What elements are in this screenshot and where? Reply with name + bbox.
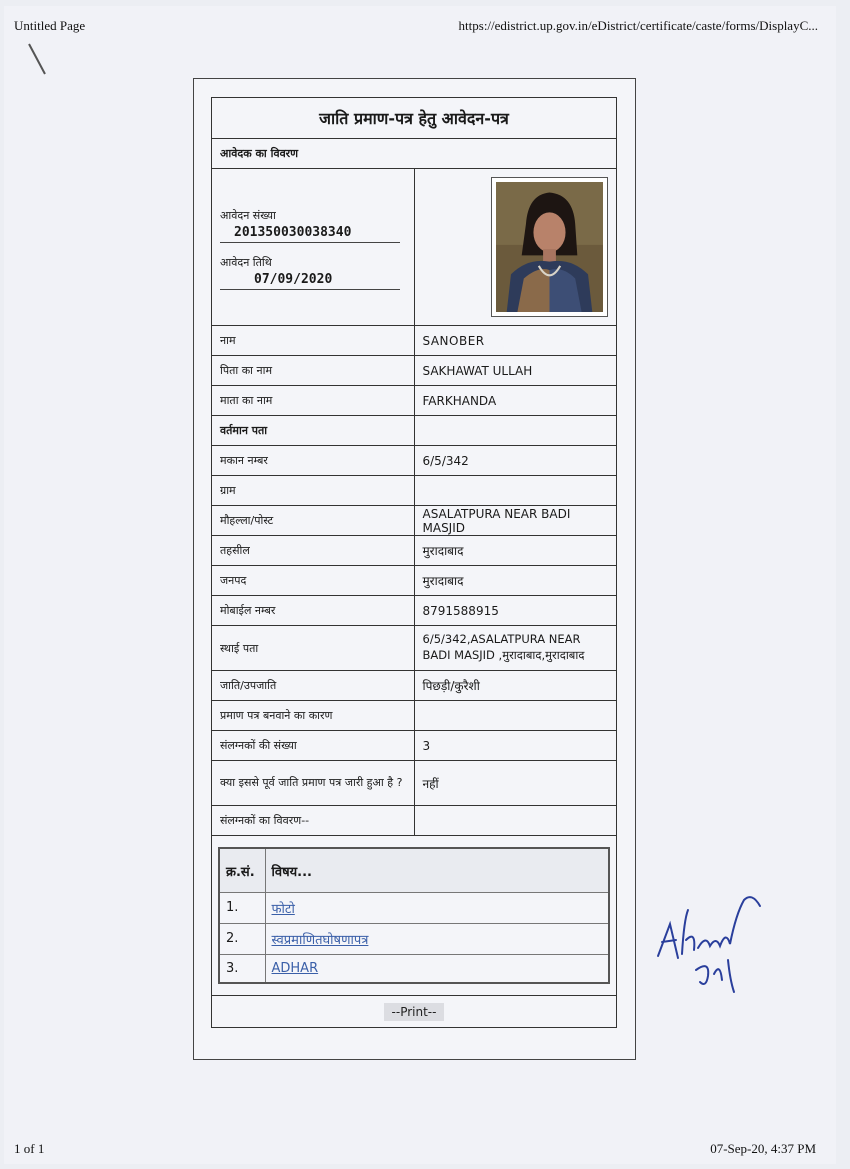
table-row — [219, 954, 609, 983]
value-permanent-address: 6/5/342,ASALATPURA NEAR BADI MASJID ,मुरादाबाद,मुरादाबाद — [414, 626, 617, 671]
caste-certificate-form — [211, 97, 617, 1028]
value-attachment-details — [414, 806, 617, 836]
label-house-number: मकान नम्बर — [212, 446, 415, 476]
value-certificate-reason — [414, 701, 617, 731]
label-mobile-number: मोबाईल नम्बर — [212, 596, 415, 626]
value-house-number: 6/5/342 — [414, 446, 617, 476]
print-timestamp: 07-Sep-20, 4:37 PM — [710, 1141, 816, 1156]
attachments-table — [218, 847, 610, 984]
form-title: जाति प्रमाण-पत्र हेतु आवेदन-पत्र — [212, 98, 617, 139]
attachment-link-aadhar[interactable]: ADHAR — [271, 960, 319, 976]
section-applicant-details: आवेदक का विवरण — [212, 139, 617, 169]
value-caste-subcaste: पिछड़ी/कुरैशी — [414, 671, 617, 701]
value-mother-name: FARKHANDA — [414, 386, 617, 416]
value-tehsil: मुरादाबाद — [414, 536, 617, 566]
value-previous-certificate: नहीं — [414, 761, 617, 806]
application-number: 201350030038340 — [220, 225, 400, 243]
value-current-address — [414, 416, 617, 446]
label-caste-subcaste: जाति/उपजाति — [212, 671, 415, 701]
application-date: 07/09/2020 — [220, 272, 400, 290]
value-attachment-count: 3 — [414, 731, 617, 761]
attachment-sn: 3. — [219, 954, 265, 983]
attachments-header-subject: विषय... — [265, 848, 609, 892]
application-meta — [212, 169, 415, 326]
value-name: SANOBER — [414, 326, 617, 356]
value-father-name: SAKHAWAT ULLAH — [414, 356, 617, 386]
label-previous-certificate: क्या इससे पूर्व जाति प्रमाण पत्र जारी हुआ है ? — [212, 761, 415, 806]
application-date-label: आवेदन तिथि — [220, 256, 272, 269]
label-permanent-address: स्थाई पता — [212, 626, 415, 671]
attachments-section — [212, 836, 617, 996]
label-attachment-details: संलग्नकों का विवरण-- — [212, 806, 415, 836]
applicant-photo — [491, 177, 608, 317]
value-mobile-number: 8791588915 — [414, 596, 617, 626]
print-button[interactable]: --Print-- — [384, 1003, 445, 1021]
photo-cell — [414, 169, 617, 326]
browser-url: https://edistrict.up.gov.in/eDistrict/certificate/caste/forms/DisplayC... — [458, 18, 818, 33]
label-attachment-count: संलग्नकों की संख्या — [212, 731, 415, 761]
attachments-header-sn: क्र.सं. — [219, 848, 265, 892]
value-district: मुरादाबाद — [414, 566, 617, 596]
label-locality-post: मौहल्ला/पोस्ट — [212, 506, 415, 536]
attachment-sn: 1. — [219, 892, 265, 923]
value-village — [414, 476, 617, 506]
label-name: नाम — [212, 326, 415, 356]
table-row — [219, 892, 609, 923]
label-mother-name: माता का नाम — [212, 386, 415, 416]
attachment-link-self-declaration[interactable]: स्वप्रमाणितघोषणापत्र — [271, 932, 369, 948]
print-row — [212, 996, 617, 1028]
label-certificate-reason: प्रमाण पत्र बनवाने का कारण — [212, 701, 415, 731]
value-locality-post: ASALATPURA NEAR BADI MASJID — [414, 506, 617, 536]
applicant-photo-image — [496, 182, 603, 312]
label-father-name: पिता का नाम — [212, 356, 415, 386]
application-number-label: आवेदन संख्या — [220, 209, 276, 222]
browser-page-title: Untitled Page — [14, 18, 86, 33]
attachment-link-photo[interactable]: फोटो — [271, 901, 295, 917]
label-district: जनपद — [212, 566, 415, 596]
label-tehsil: तहसील — [212, 536, 415, 566]
handwritten-signature — [650, 870, 770, 1005]
table-row — [219, 923, 609, 954]
label-current-address: वर्तमान पता — [212, 416, 415, 446]
attachment-sn: 2. — [219, 923, 265, 954]
print-page-count: 1 of 1 — [14, 1141, 45, 1156]
label-village: ग्राम — [212, 476, 415, 506]
